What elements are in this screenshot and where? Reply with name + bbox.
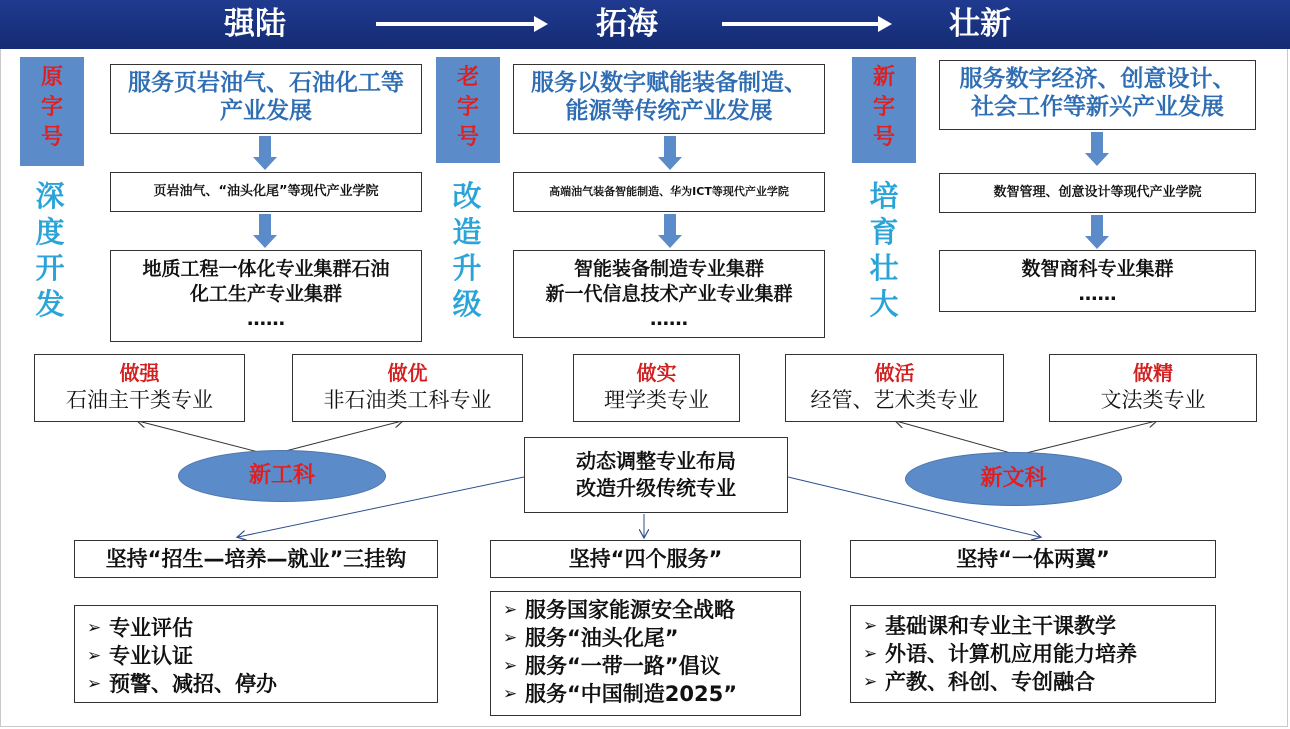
- center-line-2: 改造升级传统专业: [576, 476, 736, 500]
- bullet-item: ➢ 专业认证: [87, 644, 193, 668]
- header-title-right: 壮新: [949, 6, 1011, 42]
- category-petroleum: [34, 354, 245, 422]
- cluster-line: ……: [1078, 283, 1117, 305]
- service-line: 社会工作等新兴产业发展: [971, 94, 1224, 120]
- side-char: 度: [35, 215, 65, 249]
- bullet-arrow-icon: ➢: [863, 644, 878, 664]
- bullet-arrow-icon: ➢: [863, 616, 878, 636]
- bullet-item: ➢ 服务“一带一路”倡议: [503, 654, 721, 678]
- category-action: 做强: [119, 361, 160, 385]
- cluster-line: 地质工程一体化专业集群石油: [142, 258, 390, 280]
- side-char: 深: [35, 179, 65, 213]
- category-name: 非石油类工科专业: [323, 388, 492, 412]
- bullet-arrow-icon: ➢: [87, 674, 102, 694]
- bullet-arrow-icon: ➢: [503, 656, 518, 676]
- side-char: 发: [35, 287, 65, 321]
- bullet-item: ➢ 预警、减招、停办: [87, 672, 277, 696]
- bullet-arrow-icon: ➢: [503, 600, 518, 620]
- principle-box-2: 坚持“四个服务”: [490, 540, 801, 578]
- category-action: 做精: [1133, 361, 1173, 385]
- bullet-arrow-icon: ➢: [87, 618, 102, 638]
- cluster-line: 新一代信息技术产业专业集群: [545, 283, 793, 305]
- category-name: 文法类专业: [1100, 388, 1206, 412]
- bullet-item: ➢ 服务“油头化尾”: [503, 626, 679, 650]
- side-char: 级: [452, 287, 482, 321]
- college-text: 数智管理、创意设计等现代产业学院: [993, 185, 1202, 200]
- category-action: 做优: [387, 361, 428, 385]
- category-name: 经管、艺术类专业: [810, 388, 979, 412]
- cluster-line: 智能装备制造专业集群: [573, 258, 764, 280]
- side-char: 开: [35, 251, 65, 285]
- category-science: [573, 354, 740, 422]
- service-line: 产业发展: [220, 98, 312, 124]
- bullet-arrow-icon: ➢: [503, 628, 518, 648]
- bullet-box-2: [490, 591, 801, 716]
- ellipse-new-liberal-arts: 新文科: [905, 452, 1122, 506]
- connector-to-cat-5: [1018, 421, 1156, 455]
- connector-to-cat-4: [896, 421, 1018, 455]
- side-char: 改: [452, 179, 482, 213]
- header-title-middle: 拓海: [596, 6, 658, 42]
- service-line: 服务数字经济、创意设计、: [959, 66, 1236, 92]
- side-char: 大: [869, 287, 899, 321]
- tag-char: 字: [456, 95, 479, 120]
- ellipse-new-engineering: 新工科: [178, 450, 386, 502]
- side-char: 育: [869, 215, 899, 249]
- tag-char: 原: [40, 65, 63, 90]
- category-management-art: [785, 354, 1004, 422]
- side-char: 培: [869, 179, 899, 213]
- connector-to-cat-1: [138, 421, 270, 455]
- side-char: 升: [452, 251, 482, 285]
- bullet-item: ➢ 产教、科创、专创融合: [863, 670, 1095, 694]
- tag-char: 新: [872, 65, 895, 90]
- principle-box-1: 坚持“招生—培养—就业”三挂钩: [74, 540, 438, 578]
- cluster-line: 数智商科专业集群: [1021, 258, 1174, 280]
- category-name: 石油主干类专业: [66, 388, 213, 412]
- header-title-left: 强陆: [224, 6, 286, 42]
- tag-char: 号: [872, 125, 895, 150]
- category-non-petroleum-eng: [292, 354, 523, 422]
- cluster-line: ……: [247, 308, 285, 330]
- category-name: 理学类专业: [604, 388, 709, 412]
- bullet-arrow-icon: ➢: [503, 684, 518, 704]
- category-action: 做实: [636, 361, 677, 385]
- bullet-item: ➢ 专业评估: [87, 616, 193, 640]
- tag-char: 字: [40, 95, 63, 120]
- principle-box-3: 坚持“一体两翼”: [850, 540, 1216, 578]
- service-line: 能源等传统产业发展: [565, 98, 773, 124]
- bullet-item: ➢ 服务国家能源安全战略: [503, 598, 735, 622]
- bullet-item: ➢ 外语、计算机应用能力培养: [863, 642, 1137, 666]
- bullet-box-1: [74, 605, 438, 703]
- bullet-arrow-icon: ➢: [87, 646, 102, 666]
- bullet-arrow-icon: ➢: [863, 672, 878, 692]
- side-char: 壮: [869, 251, 899, 285]
- cluster-line: ……: [650, 308, 688, 330]
- tag-char: 号: [40, 125, 63, 150]
- center-adjustment-box: [524, 437, 788, 513]
- category-action: 做活: [874, 361, 915, 385]
- side-char: 造: [452, 215, 482, 249]
- college-text: 高端油气装备智能制造、华为ICT等现代产业学院: [549, 185, 789, 198]
- bullet-item: ➢ 服务“中国制造2025”: [503, 682, 738, 706]
- service-line: 服务以数字赋能装备制造、: [531, 70, 807, 96]
- category-liberal-law: [1049, 354, 1257, 422]
- college-text: 页岩油气、“油头化尾”等现代产业学院: [153, 184, 379, 199]
- tag-char: 字: [872, 95, 895, 120]
- service-line: 服务页岩油气、石油化工等: [128, 70, 404, 96]
- cluster-line: 化工生产专业集群: [189, 283, 342, 305]
- tag-char: 老: [456, 65, 479, 90]
- center-line-1: 动态调整专业布局: [576, 449, 736, 473]
- tag-char: 号: [456, 125, 479, 150]
- bullet-box-3: [850, 605, 1216, 703]
- bullet-item: ➢ 基础课和专业主干课教学: [863, 614, 1116, 638]
